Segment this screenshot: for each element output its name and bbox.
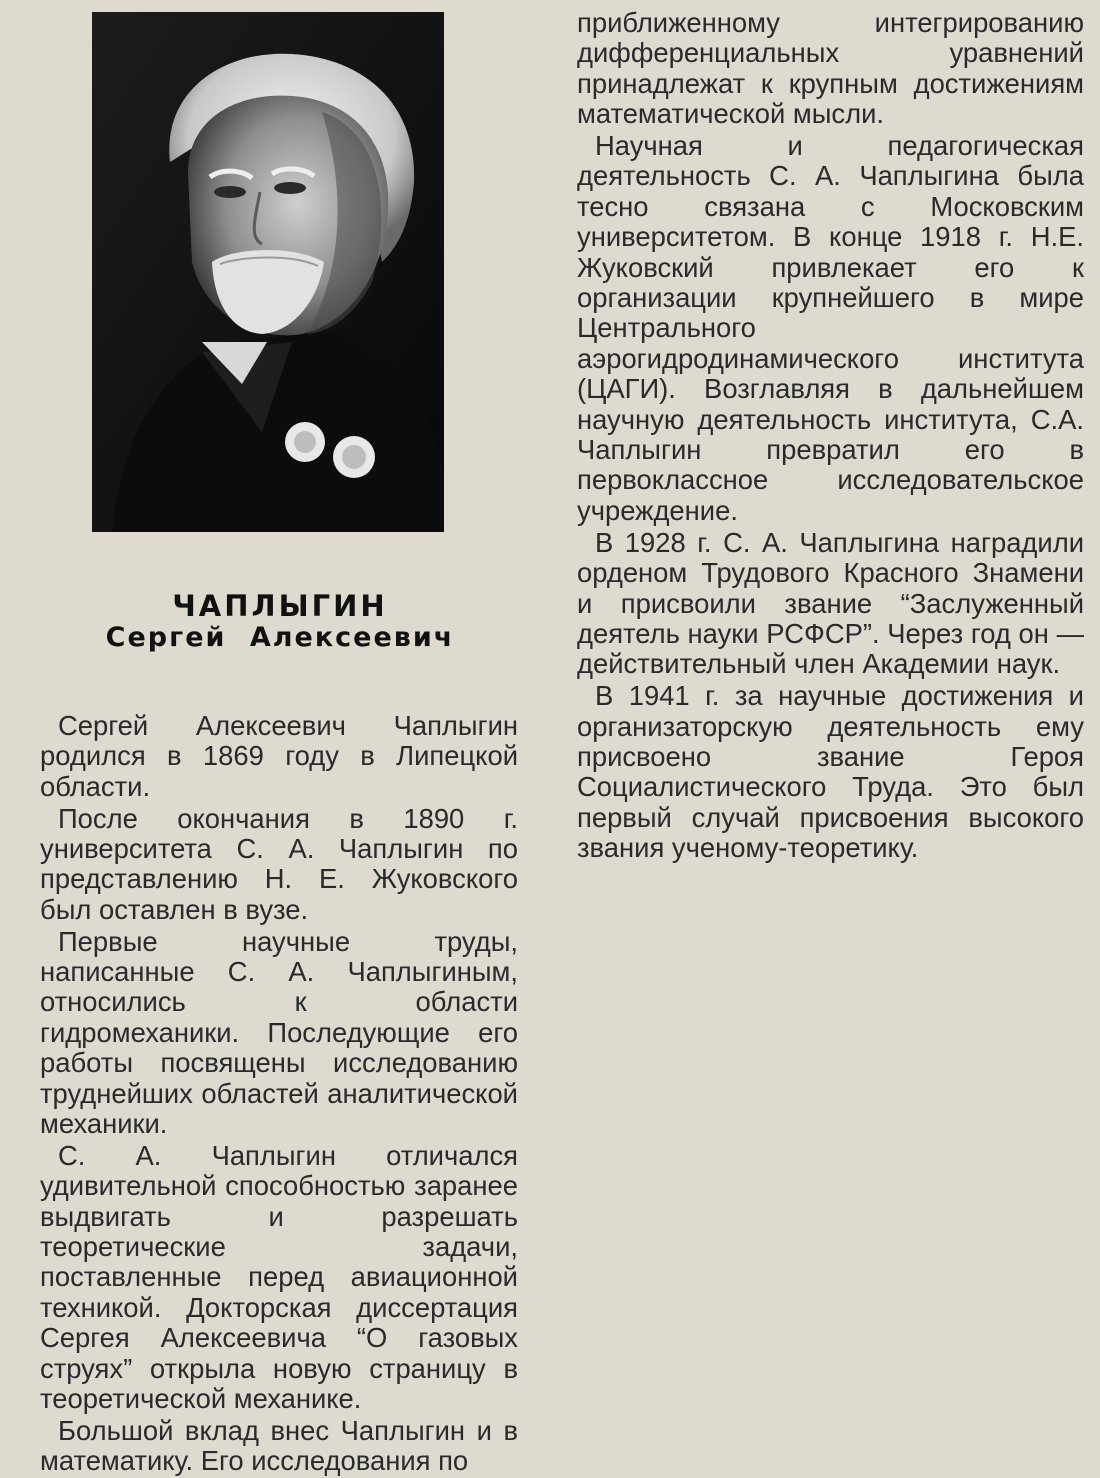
right-column xyxy=(577,8,1084,865)
article-heading xyxy=(60,590,500,654)
person-given-name: Сергей Алексеевич xyxy=(105,622,455,653)
paragraph: С. А. Чаплыгин отличался удивительной способностью заранее выдвигать и разрешать теоретические задачи, поставленные перед авиационной техникой. Докторская диссертация Сергея Алексеевича “О газовых струях” открыла новую страницу в теоретической механике. xyxy=(40,1139,518,1415)
paragraph-continued: приближенному интегрированию дифференциальных уравнений принадлежат к крупным достижениям математической мысли. xyxy=(577,7,1084,130)
paragraph: В 1928 г. С. А. Чаплыгина наградили орденом Трудового Красного Знамени и присвоили звание “Заслуженный деятель науки РСФСР”. Через год он — действительный член Академии наук. xyxy=(577,526,1084,680)
person-surname: ЧАПЛЫГИН xyxy=(172,589,388,623)
left-column xyxy=(40,711,518,1478)
paragraph: Первые научные труды, написанные С. А. Чаплыгиным, относились к области гидромеханики. Последующие его работы посвящены исследованию труднейших областей аналитической механики. xyxy=(40,925,518,1140)
paragraph: Сергей Алексеевич Чаплыгин родился в 1869 году в Липецкой области. xyxy=(40,710,518,802)
paragraph: После окончания в 1890 г. университета С. А. Чаплыгин по представлению Н. Е. Жуковского был оставлен в вузе. xyxy=(40,802,518,925)
paragraph: Научная и педагогическая деятельность С. А. Чаплыгина была тесно связана с Московским университетом. В конце 1918 г. Н.Е. Жуковский привлекает его к организации крупнейшего в мире Центрального аэрогидродинамического института (ЦАГИ). Возглавляя в дальнейшем научную деятельность института, С.А. Чаплыгин превратил его в первоклассное исследовательское учреждение. xyxy=(577,130,1084,526)
portrait-illustration xyxy=(92,12,444,532)
portrait-photo xyxy=(92,12,444,532)
paragraph: В 1941 г. за научные достижения и организаторскую деятельность ему присвоено звание Героя Социалистического Труда. Это был первый случай присвоения высокого звания ученому-теоретику. xyxy=(577,680,1084,864)
paragraph: Большой вклад внес Чаплыгин и в математику. Его исследования по xyxy=(40,1414,518,1477)
